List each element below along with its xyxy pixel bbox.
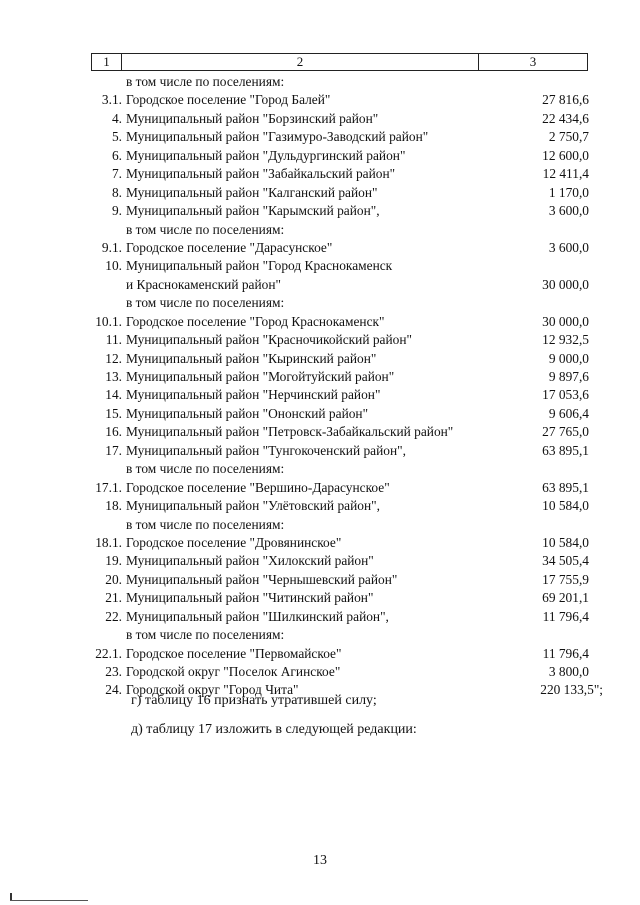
row-number: 22. [105, 608, 122, 624]
row-name: Муниципальный район "Хилокский район" [126, 553, 374, 569]
row-value: 17 755,9 [542, 571, 589, 587]
row-name: Муниципальный район "Могойтуйский район" [126, 369, 395, 384]
row-number: 17.1. [95, 479, 122, 495]
table-row [80, 257, 615, 275]
row-number: 20. [105, 571, 122, 587]
row-name: в том числе по поселениям: [126, 295, 285, 311]
row-value: 11 796,4 [542, 645, 589, 661]
row-value: 9 000,0 [548, 350, 589, 366]
row-value: 3 600,0 [548, 239, 589, 255]
table-row [80, 589, 615, 607]
table-row [80, 110, 615, 128]
row-number: 13. [105, 369, 122, 384]
row-name: Муниципальный район "Красночикойский район" [126, 332, 412, 348]
row-number: 6. [111, 147, 122, 163]
row-number: 11. [105, 332, 122, 348]
row-value: 30 000,0 [542, 276, 589, 292]
table-row [80, 405, 615, 423]
table-row [80, 516, 615, 534]
row-number: 3.1. [101, 92, 122, 108]
row-value: 10 584,0 [542, 498, 589, 514]
row-name: Муниципальный район "Калганский район" [126, 184, 378, 200]
row-number: 5. [111, 129, 122, 145]
row-number: 10.1. [95, 313, 122, 329]
row-name: Муниципальный район "Шилкинский район", [126, 608, 389, 624]
row-value: 27 765,0 [542, 424, 589, 440]
row-value: 9 606,4 [548, 405, 589, 421]
row-number: 22.1. [95, 645, 122, 661]
row-name: Городское поселение "Дровянинское" [126, 534, 342, 550]
table-row [80, 460, 615, 478]
table-row [80, 571, 615, 589]
row-name: Муниципальный район "Улётовский район", [126, 498, 380, 514]
table-row [80, 645, 615, 663]
header-col-1: 1 [92, 54, 122, 70]
table-row [80, 368, 615, 386]
row-value: 34 505,4 [542, 553, 589, 569]
table-row [80, 184, 615, 202]
row-number: 7. [111, 166, 122, 182]
row-name: в том числе по поселениям: [126, 516, 285, 532]
table-row [80, 626, 615, 644]
row-name: в том числе по поселениям: [126, 221, 285, 237]
row-name: в том числе по поселениям: [126, 461, 285, 477]
table-row [80, 91, 615, 109]
row-value: 69 201,1 [542, 590, 589, 606]
row-number: 18. [105, 498, 122, 514]
row-name: Городское поселение "Город Балей" [126, 92, 331, 108]
row-name: Муниципальный район "Дульдургинский район" [126, 147, 406, 163]
table-row [80, 221, 615, 239]
row-number: 19. [105, 553, 122, 569]
table-row [80, 239, 615, 257]
row-name: Муниципальный район "Нерчинский район" [126, 387, 381, 403]
table-header [91, 53, 588, 71]
row-name: Муниципальный район "Газимуро-Заводский район" [126, 129, 429, 145]
row-number: 14. [105, 387, 122, 403]
header-col-3: 3 [529, 54, 537, 69]
row-number: 9. [111, 203, 122, 219]
row-value: 1 170,0 [548, 184, 589, 200]
table-row [80, 534, 615, 552]
row-value: 30 000,0 [542, 313, 589, 329]
table-row [80, 73, 615, 91]
row-value: 3 800,0 [548, 664, 589, 679]
table-row [80, 165, 615, 183]
row-name: Муниципальный район "Борзинский район" [126, 110, 379, 126]
row-name: Городское поселение "Первомайское" [126, 645, 342, 661]
table-row [80, 331, 615, 349]
row-value: 12 932,5 [542, 332, 589, 348]
row-name: Муниципальный район "Карымский район", [126, 203, 380, 219]
paragraph-table-16: г) таблицу 16 признать утратившей силу; [131, 693, 377, 708]
row-name: и Краснокаменский район" [126, 276, 281, 292]
table-row [80, 350, 615, 368]
row-number: 10. [105, 258, 122, 274]
row-value: 17 053,6 [542, 387, 589, 403]
table-row [80, 608, 615, 626]
row-number: 9.1. [101, 239, 122, 255]
row-name: Муниципальный район "Петровск-Забайкальский район" [126, 424, 454, 440]
row-name: Муниципальный район "Город Краснокаменск [126, 258, 393, 274]
row-name: Городской округ "Город Чита" [126, 682, 299, 698]
row-value: 3 600,0 [548, 203, 589, 219]
row-name: Городское поселение "Вершино-Дарасунское" [126, 479, 390, 495]
table-row [80, 386, 615, 404]
row-value: 12 411,4 [542, 166, 589, 182]
row-name: Муниципальный район "Кыринский район" [126, 350, 377, 366]
table-row [80, 128, 615, 146]
row-number: 16. [105, 424, 122, 440]
table-row [80, 202, 615, 220]
header-col-2: 2 [122, 54, 479, 70]
row-name: Городской округ "Поселок Агинское" [126, 664, 341, 679]
table-row [80, 147, 615, 165]
row-value: 220 133,5"; [540, 682, 603, 698]
table-body [80, 73, 615, 700]
row-number: 24. [105, 682, 122, 698]
table-row [80, 423, 615, 441]
page-number: 13 [313, 853, 327, 868]
row-value: 2 750,7 [548, 129, 589, 145]
row-value: 11 796,4 [542, 608, 589, 624]
row-number: 4. [111, 110, 122, 126]
row-name: в том числе по поселениям: [126, 74, 285, 89]
table-row [80, 479, 615, 497]
row-number: 21. [105, 590, 122, 606]
row-number: 15. [105, 405, 122, 421]
row-value: 12 600,0 [542, 147, 589, 163]
table-row [80, 294, 615, 312]
row-name: Городское поселение "Город Краснокаменск" [126, 313, 385, 329]
row-name: Муниципальный район "Чернышевский район" [126, 571, 398, 587]
row-value: 27 816,6 [542, 92, 589, 108]
table-row [80, 552, 615, 570]
row-number: 18.1. [95, 534, 122, 550]
row-name: Городское поселение "Дарасунское" [126, 239, 333, 255]
row-number: 23. [105, 664, 122, 679]
row-number: 8. [111, 184, 122, 200]
scan-line [10, 900, 88, 901]
row-value: 10 584,0 [542, 534, 589, 550]
row-name: Муниципальный район "Забайкальский район" [126, 166, 396, 182]
row-value: 63 895,1 [542, 442, 589, 458]
row-number: 12. [105, 350, 122, 366]
row-number: 17. [105, 442, 122, 458]
table-row [80, 313, 615, 331]
row-value: 9 897,6 [548, 369, 589, 384]
row-name: Муниципальный район "Ононский район" [126, 405, 369, 421]
row-name: в том числе по поселениям: [126, 627, 285, 643]
table-row [80, 276, 615, 294]
table-row [80, 663, 615, 681]
row-value: 63 895,1 [542, 479, 589, 495]
table-row [80, 497, 615, 515]
row-name: Муниципальный район "Тунгокоченский район", [126, 442, 406, 458]
row-value: 22 434,6 [542, 110, 589, 126]
row-name: Муниципальный район "Читинский район" [126, 590, 374, 606]
table-row [80, 442, 615, 460]
paragraph-table-17: д) таблицу 17 изложить в следующей редакции: [131, 722, 417, 737]
